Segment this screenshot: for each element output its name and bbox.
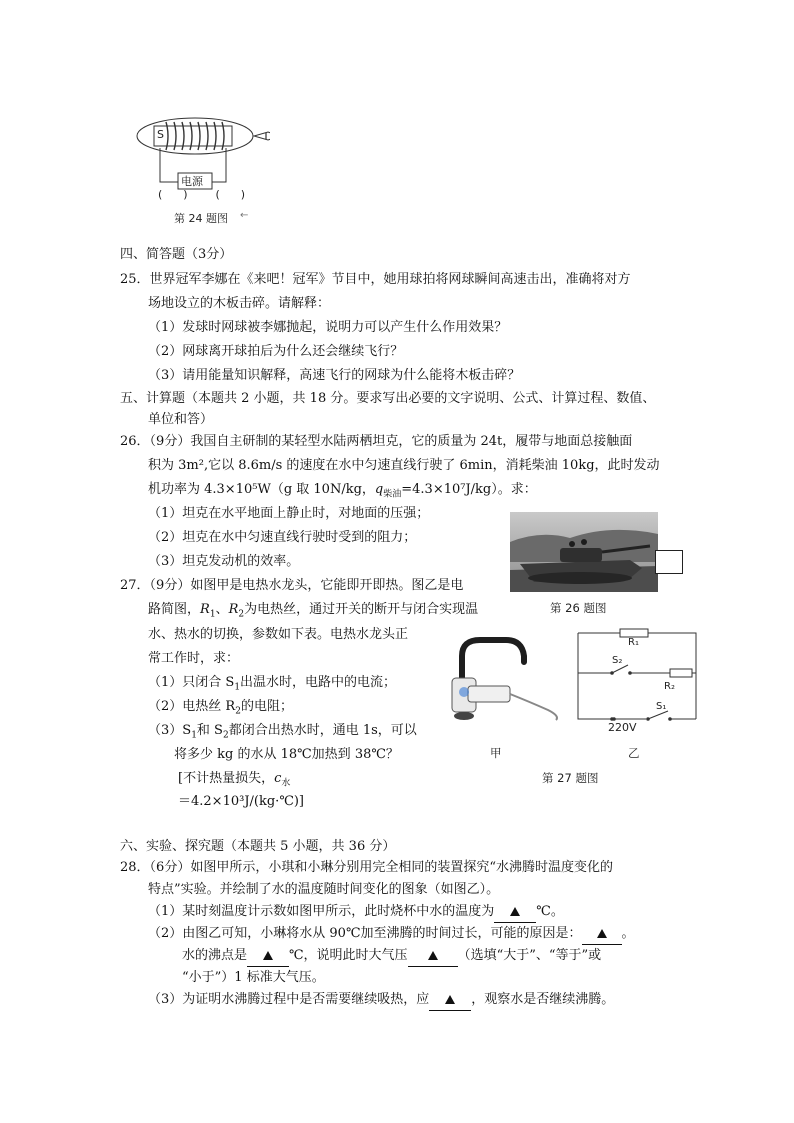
q26-sub2: （2）坦克在水中匀速直线行驶时受到的阻力； bbox=[148, 530, 417, 545]
figure-24 bbox=[130, 100, 270, 230]
q27-line1: 27．（9分）如图甲是电热水龙头，它能即开即热。图乙是电 bbox=[120, 578, 464, 593]
answer-blank[interactable] bbox=[408, 946, 458, 967]
q27-bracket-line1: [不计热量损失，$c_水$ bbox=[178, 771, 291, 789]
q25-line1: 25．世界冠军李娜在《来吧！冠军》节目中，她用球拍将网球瞬间高速击出，准确将对方 bbox=[120, 272, 631, 287]
q26-sub1: （1）坦克在水平地面上静止时，对地面的压强； bbox=[148, 506, 430, 521]
power-source-label: 电源 bbox=[181, 175, 203, 188]
return-mark: ← bbox=[240, 210, 249, 221]
q26-sub3: （3）坦克发动机的效率。 bbox=[148, 554, 300, 569]
label-jia: 甲 bbox=[490, 746, 502, 760]
q27-sub3-line2: 将多少 kg 的水从 18℃加热到 38℃？ bbox=[174, 747, 399, 762]
q27-caption: 第 27 题图 bbox=[542, 771, 599, 785]
section-4-title: 四、简答题（3分） bbox=[120, 247, 233, 262]
solenoid-s-label: S bbox=[157, 128, 164, 141]
q25-line2: 场地设立的木板击碎。请解释： bbox=[148, 296, 331, 311]
section-5-line2: 单位和答） bbox=[148, 412, 214, 427]
q28-sub2: （2）由图乙可知，小琳将水从 90℃加至沸腾的时间过长，可能的原因是： 。 bbox=[148, 924, 635, 945]
q26-line3: 机功率为 4.3×10⁵W（g 取 10N/kg，$q_{柴油}=4.3\times 10^7J/kg$）。求： bbox=[148, 482, 537, 500]
q28-sub2-line2: 水的沸点是 ℃，说明此时大气压 （选填“大于”、“等于”或 bbox=[182, 946, 601, 967]
answer-blank[interactable] bbox=[247, 946, 289, 967]
circuit-s1-label: S₁ bbox=[656, 701, 667, 712]
q28-line1: 28．（6分）如图甲所示，小琪和小琳分别用完全相同的装置探究“水沸腾时温度变化的 bbox=[120, 860, 613, 875]
answer-blank[interactable] bbox=[494, 902, 536, 923]
q28-line2: 特点”实验。并绘制了水的温度随时间变化的图象（如图乙）。 bbox=[148, 882, 500, 897]
section-5-line1: 五、计算题（本题共 2 小题，共 18 分。要求写出必要的文字说明、公式、计算过程、数值、 bbox=[120, 391, 656, 406]
q25-sub2: （2）网球离开球拍后为什么还会继续飞行？ bbox=[148, 344, 404, 359]
tank-photo-frame-box bbox=[655, 550, 683, 574]
q26-line1: 26．（9分）我国自主研制的某轻型水陆两栖坦克，它的质量为 24t，履带与地面总接触面 bbox=[120, 434, 633, 449]
q25-sub3: （3）请用能量知识解释，高速飞行的网球为什么能将木板击碎？ bbox=[148, 368, 521, 383]
q25-sub1: （1）发球时网球被李娜抛起，说明力可以产生什么作用效果？ bbox=[148, 320, 508, 335]
q27-line4: 常工作时，求： bbox=[148, 651, 240, 666]
q28-sub3: （3）为证明水沸腾过程中是否需要继续吸热，应 ，观察水是否继续沸腾。 bbox=[148, 990, 614, 1011]
circuit-voltage-label: 220V bbox=[608, 721, 637, 734]
q26-line2: 积为 3m²,它以 8.6m/s 的速度在水中匀速直线行驶了 6min，消耗柴油 10kg，此时发动 bbox=[148, 458, 660, 473]
answer-blank[interactable] bbox=[429, 990, 471, 1011]
fig24-caption: 第 24 题图 bbox=[174, 212, 228, 225]
q27-sub3: $(3)S_1$和 $S_2$都闭合出热水时，通电 1s，可以 bbox=[148, 723, 417, 741]
fig24-blanks: ( ) ( ) bbox=[158, 188, 246, 201]
q27-bracket-line2: ＝4.2×10³J/(kg·℃)] bbox=[178, 794, 305, 809]
faucet-illustration bbox=[440, 632, 570, 727]
q27-line2: 路简图，$R_1$、$R_2$为电热丝，通过开关的断开与闭合实现温 bbox=[148, 602, 479, 620]
section-6-title: 六、实验、探究题（本题共 5 小题，共 36 分） bbox=[120, 839, 396, 854]
q27-line3: 水、热水的切换，参数如下表。电热水龙头正 bbox=[148, 627, 409, 642]
q28-sub1: （1）某时刻温度计示数如图甲所示，此时烧杯中水的温度为 ℃。 bbox=[148, 902, 564, 923]
label-yi: 乙 bbox=[628, 746, 640, 760]
q26-caption: 第 26 题图 bbox=[550, 601, 607, 615]
q27-sub1: （1）只闭合 $S_1$出温水时，电路中的电流； bbox=[148, 675, 397, 693]
circuit-r1-label: R₁ bbox=[628, 637, 639, 648]
tank-photo bbox=[510, 512, 658, 592]
circuit-diagram bbox=[572, 627, 702, 742]
circuit-r2-label: R₂ bbox=[664, 681, 675, 692]
circuit-s2-label: S₂ bbox=[612, 655, 623, 666]
q27-sub2: （2）电热丝 $R_2$的电阻； bbox=[148, 699, 293, 717]
answer-blank[interactable] bbox=[582, 924, 622, 945]
q28-sub2-line3: “小于”）1 标准大气压。 bbox=[182, 970, 325, 985]
